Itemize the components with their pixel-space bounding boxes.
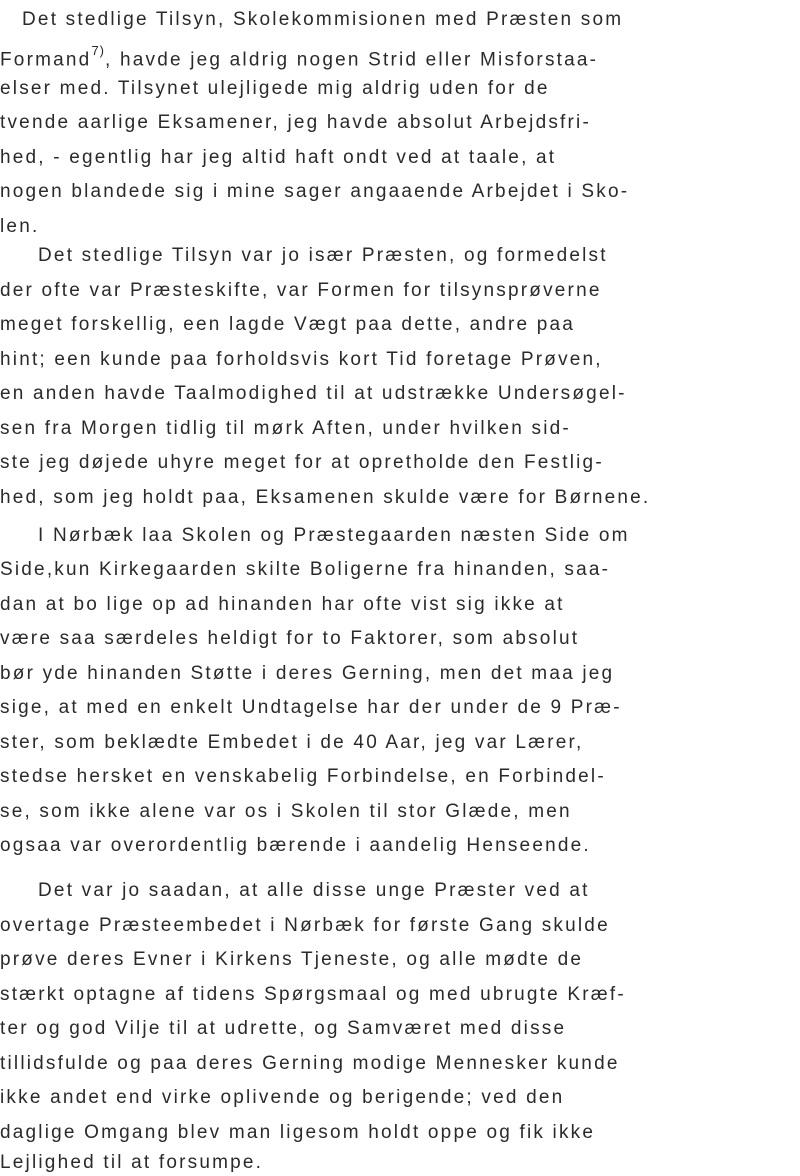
text-line: dan at bo lige op ad hinanden har ofte vist sig ikke at xyxy=(0,594,565,615)
text-line: elser med. Tilsynet ulejligede mig aldrig uden for de xyxy=(0,78,550,99)
text-line: der ofte var Præsteskifte, var Formen for tilsynsprøverne xyxy=(0,280,602,301)
text-line: en anden havde Taalmodighed til at udstrække Undersøgel- xyxy=(0,383,627,404)
text-line: Lejlighed til at forsumpe. xyxy=(0,1152,264,1173)
text-line: stedse hersket en venskabelig Forbindelse, en Forbindel- xyxy=(0,766,606,787)
text-line: hed, - egentlig har jeg altid haft ondt ved at taale, at xyxy=(0,147,557,168)
text-line: Det stedlige Tilsyn var jo især Præsten, og formedelst xyxy=(38,245,608,266)
text-line: Det var jo saadan, at alle disse unge Præster ved at xyxy=(38,880,590,901)
text-fragment: Formand xyxy=(0,49,92,71)
text-line: stærkt optagne af tidens Spørgsmaal og med ubrugte Kræf- xyxy=(0,984,626,1005)
footnote-reference: 7) xyxy=(91,43,105,58)
text-line: sen fra Morgen tidlig til mørk Aften, under hvilken sid- xyxy=(0,418,571,439)
text-line: Side,kun Kirkegaarden skilte Boligerne fra hinanden, saa- xyxy=(0,559,611,580)
text-line: Det stedlige Tilsyn, Skolekommisionen med Præsten som xyxy=(22,9,624,30)
text-line: hint; een kunde paa forholdsvis kort Tid foretage Prøven, xyxy=(0,349,603,370)
text-line: ter og god Vilje til at udrette, og Samværet med disse xyxy=(0,1018,567,1039)
text-line: prøve deres Evner i Kirkens Tjeneste, og alle mødte de xyxy=(0,949,584,970)
text-line: I Nørbæk laa Skolen og Præstegaarden næsten Side om xyxy=(38,525,630,546)
text-line: overtage Præsteembedet i Nørbæk for første Gang skulde xyxy=(0,915,610,936)
text-line: tvende aarlige Eksamener, jeg havde absolut Arbejdsfri- xyxy=(0,112,591,133)
text-line: ogsaa var overordentlig bærende i aandelig Henseende. xyxy=(0,835,591,856)
text-line xyxy=(0,43,599,71)
text-fragment: , havde jeg aldrig nogen Strid eller Misforstaa- xyxy=(105,49,599,71)
text-line: se, som ikke alene var os i Skolen til stor Glæde, men xyxy=(0,801,572,822)
text-line: daglige Omgang blev man ligesom holdt oppe og fik ikke xyxy=(0,1122,596,1143)
text-line: hed, som jeg holdt paa, Eksamenen skulde være for Børnene. xyxy=(0,487,651,508)
text-line: sige, at med en enkelt Undtagelse har der under de 9 Præ- xyxy=(0,697,622,718)
text-line: nogen blandede sig i mine sager angaaende Arbejdet i Sko- xyxy=(0,181,630,202)
text-line: tillidsfulde og paa deres Gerning modige Mennesker kunde xyxy=(0,1053,620,1074)
text-line: meget forskellig, een lagde Vægt paa dette, andre paa xyxy=(0,314,576,335)
text-line: ster, som beklædte Embedet i de 40 Aar, jeg var Lærer, xyxy=(0,732,584,753)
text-line: ste jeg døjede uhyre meget for at opretholde den Festlig- xyxy=(0,452,604,473)
text-line: bør yde hinanden Støtte i deres Gerning, men det maa jeg xyxy=(0,663,615,684)
text-line: være saa særdeles heldigt for to Faktorer, som absolut xyxy=(0,628,580,649)
text-line: ikke andet end virke oplivende og berigende; ved den xyxy=(0,1087,565,1108)
text-line: len. xyxy=(0,216,40,237)
